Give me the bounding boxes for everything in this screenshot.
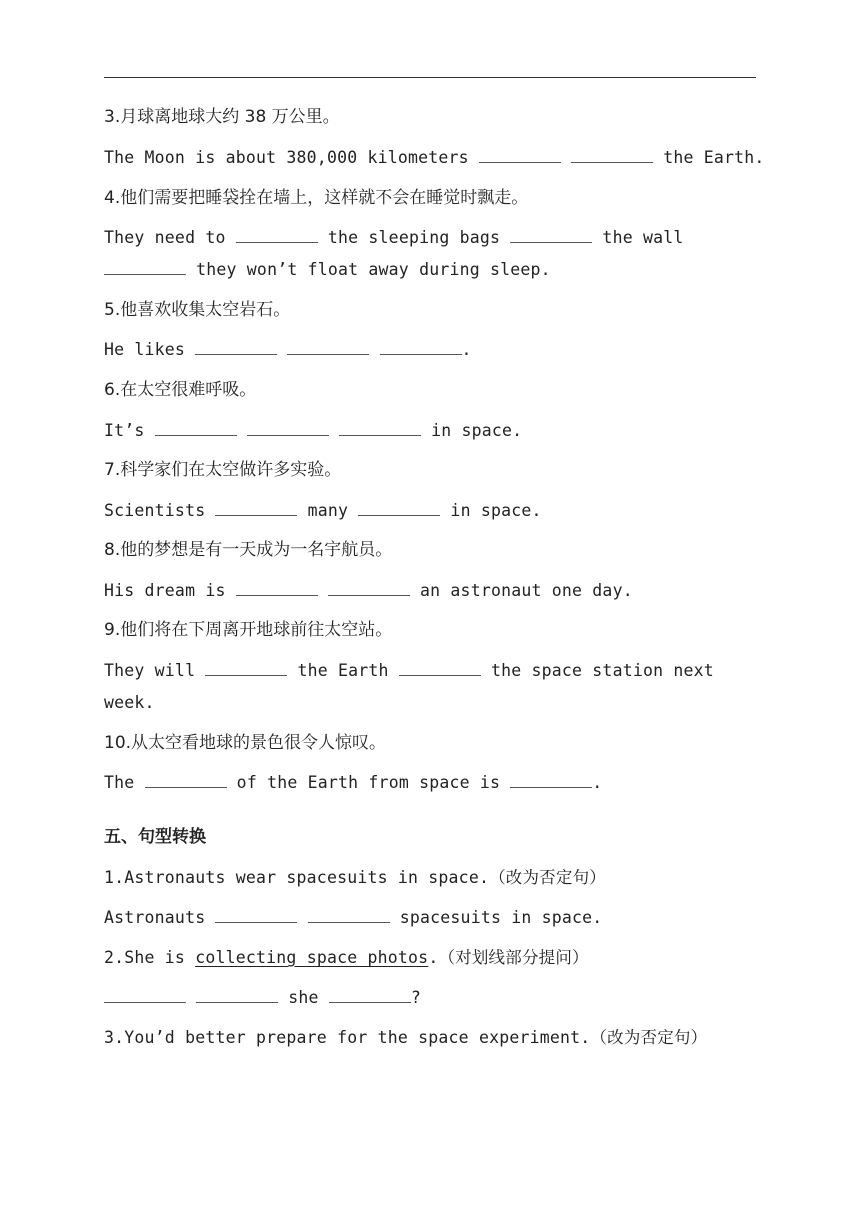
s2-prompt — [104, 947, 589, 969]
header-divider — [104, 77, 756, 78]
q8-text-1: His dream is — [104, 581, 236, 600]
answer-blank[interactable] — [196, 988, 278, 1003]
answer-blank[interactable] — [571, 148, 653, 163]
q8-chinese: 8.他的梦想是有一天成为一名宇航员。 — [104, 540, 393, 560]
answer-blank[interactable] — [328, 581, 410, 596]
q4-text-4: they won’t float away during sleep. — [186, 260, 551, 279]
q3-english — [104, 147, 765, 169]
q8-text-2: an astronaut one day. — [409, 581, 633, 600]
s1-answer — [104, 907, 602, 929]
q7-text-2: many — [297, 501, 359, 520]
answer-blank[interactable] — [510, 228, 592, 243]
q6-chinese: 6.在太空很难呼吸。 — [104, 380, 257, 400]
q9-english-line1 — [104, 660, 714, 682]
s2-text-2: ? — [410, 988, 421, 1007]
q4-text-2: the sleeping bags — [317, 228, 511, 247]
q4-text-1: They need to — [104, 228, 236, 247]
q7-english — [104, 500, 542, 522]
q6-english — [104, 420, 522, 442]
q4-text-3: the wall — [592, 228, 684, 247]
q4-chinese: 4.他们需要把睡袋拴在墙上，这样就不会在睡觉时飘走。 — [104, 188, 529, 208]
q10-text-2: of the Earth from space is — [226, 773, 511, 792]
answer-blank[interactable] — [358, 501, 440, 516]
q5-text-1: He likes — [104, 340, 196, 359]
answer-blank[interactable] — [380, 340, 462, 355]
answer-blank[interactable] — [104, 260, 186, 275]
s3-prompt: 3.You’d better prepare for the space experiment.（改为否定句） — [104, 1028, 708, 1047]
answer-blank[interactable] — [195, 340, 277, 355]
s2-answer — [104, 987, 421, 1009]
q3-text-2: the Earth. — [653, 148, 765, 167]
q3-text-1: The Moon is about 380,000 kilometers — [104, 148, 479, 167]
q4-english-line1 — [104, 227, 684, 249]
q10-text-1: The — [104, 773, 145, 792]
answer-blank[interactable] — [155, 421, 237, 436]
answer-blank[interactable] — [510, 773, 592, 788]
q5-english — [104, 339, 472, 361]
q10-text-3: . — [592, 773, 603, 792]
answer-blank[interactable] — [329, 988, 411, 1003]
q10-english — [104, 772, 602, 794]
q9-chinese: 9.他们将在下周离开地球前往太空站。 — [104, 620, 393, 640]
answer-blank[interactable] — [339, 421, 421, 436]
q9-text-2: the Earth — [287, 661, 399, 680]
answer-blank[interactable] — [399, 661, 481, 676]
answer-blank[interactable] — [236, 228, 318, 243]
q9-english-line2: week. — [104, 693, 155, 712]
q7-chinese: 7.科学家们在太空做许多实验。 — [104, 460, 342, 480]
s1-text-2: spacesuits in space. — [389, 908, 603, 927]
q6-text-1: It’s — [104, 421, 155, 440]
answer-blank[interactable] — [287, 340, 369, 355]
q7-text-3: in space. — [440, 501, 542, 520]
q10-chinese: 10.从太空看地球的景色很令人惊叹。 — [104, 733, 387, 753]
q3-chinese: 3.月球离地球大约 38 万公里。 — [104, 107, 340, 127]
answer-blank[interactable] — [205, 661, 287, 676]
s1-text-1: Astronauts — [104, 908, 216, 927]
answer-blank[interactable] — [145, 773, 227, 788]
answer-blank[interactable] — [247, 421, 329, 436]
q9-text-1: They will — [104, 661, 206, 680]
answer-blank[interactable] — [215, 501, 297, 516]
q6-text-2: in space. — [420, 421, 523, 440]
s1-prompt: 1.Astronauts wear spacesuits in space.（改为否定句） — [104, 868, 606, 887]
q9-text-3: the space station next — [480, 661, 714, 680]
s2-prefix: 2.She is — [104, 948, 196, 967]
section-heading: 五、句型转换 — [104, 827, 206, 847]
q5-chinese: 5.他喜欢收集太空岩石。 — [104, 300, 291, 320]
q7-text-1: Scientists — [104, 501, 216, 520]
answer-blank[interactable] — [215, 908, 297, 923]
answer-blank[interactable] — [308, 908, 390, 923]
answer-blank[interactable] — [104, 988, 186, 1003]
s2-text-1: she — [278, 988, 329, 1007]
s2-underlined-phrase: collecting space photos — [195, 948, 429, 967]
q8-english — [104, 580, 633, 602]
answer-blank[interactable] — [236, 581, 318, 596]
answer-blank[interactable] — [479, 148, 561, 163]
s2-suffix: .（对划线部分提问） — [428, 948, 589, 967]
q5-text-2: . — [461, 340, 472, 359]
q4-english-line2 — [104, 259, 551, 281]
